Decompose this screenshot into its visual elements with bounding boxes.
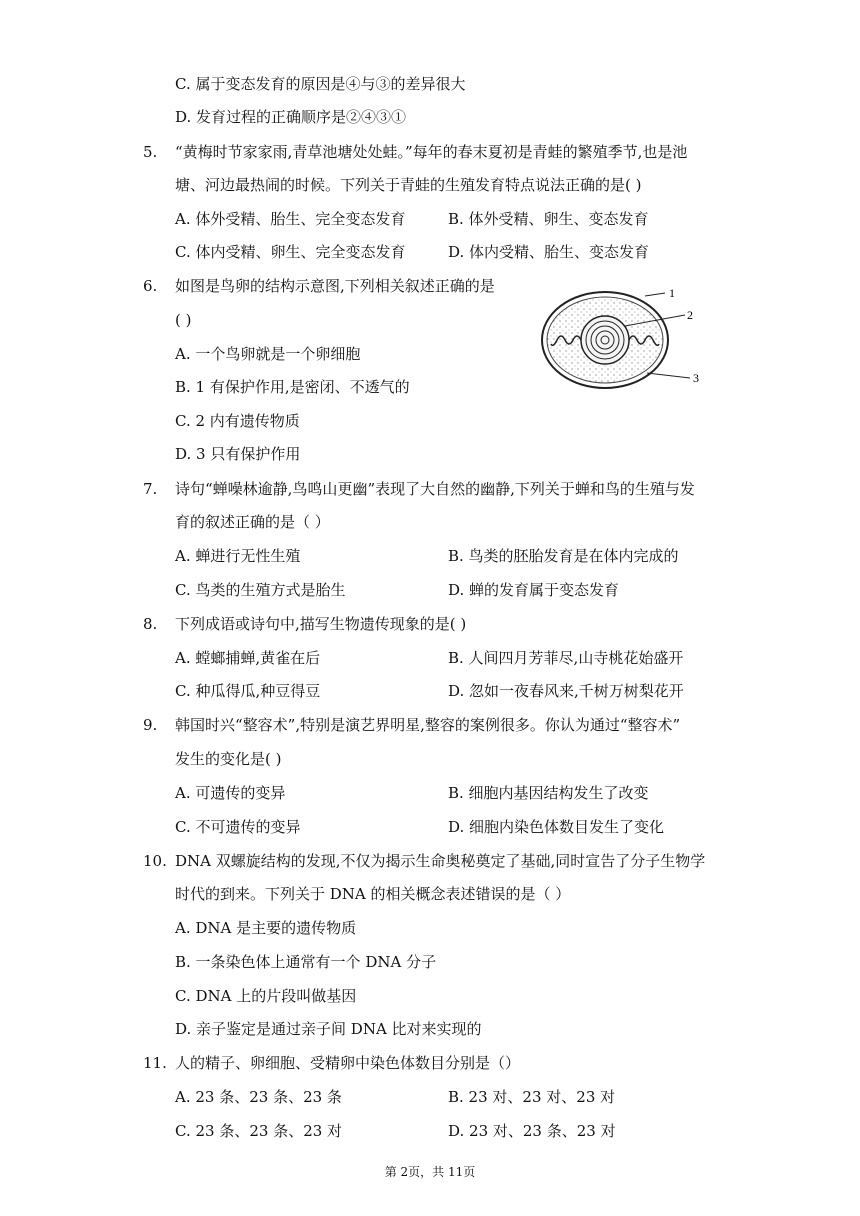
question-number: 8. [143,615,158,633]
option-c: C. DNA 上的片段叫做基因 [175,987,357,1005]
option-b: B. 人间四月芳菲尽,山寺桃花始盛开 [448,649,684,667]
option-c: C. 体内受精、卵生、完全变态发育 [175,243,406,261]
question-number: 7. [143,480,158,498]
q4-option-d: D. 发育过程的正确顺序是②④③① [175,108,407,126]
option-c: C. 23 条、23 条、23 对 [175,1122,343,1140]
option-b: B. 细胞内基因结构发生了改变 [448,784,649,802]
yolk [581,316,629,364]
option-b: B. 1 有保护作用,是密闭、不透气的 [175,378,410,396]
option-d: D. 忽如一夜春风来,千树万树梨花开 [448,682,684,700]
question-stem: 发生的变化是( ) [175,750,282,768]
page-footer: 第 2页，共 11页 [384,1165,476,1179]
label-3: 3 [693,371,699,385]
option-b: B. 23 对、23 对、23 对 [448,1088,616,1106]
option-c: C. 种瓜得瓜,种豆得豆 [175,682,321,700]
option-d: D. 细胞内染色体数目发生了变化 [448,818,665,836]
question-number: 6. [143,277,158,295]
option-d: D. 亲子鉴定是通过亲子间 DNA 比对来实现的 [175,1020,482,1038]
q4-option-c: C. 属于变态发育的原因是④与③的差异很大 [175,75,466,93]
question-stem: 人的精子、卵细胞、受精卵中染色体数目分别是（） [175,1054,521,1072]
option-a: A. 体外受精、胎生、完全变态发育 [175,210,406,228]
option-a: A. 23 条、23 条、23 条 [175,1088,342,1106]
question-stem: 时代的到来。下列关于 DNA 的相关概念表述错误的是（ ） [175,885,571,903]
question-number: 9. [143,716,158,734]
option-d: D. 3 只有保护作用 [175,445,301,463]
question-stem: ( ) [175,311,192,329]
question-stem: 育的叙述正确的是（ ） [175,513,330,531]
option-d: D. 23 对、23 条、23 对 [448,1122,616,1140]
question-stem: 下列成语或诗句中,描写生物遗传现象的是( ) [175,615,467,633]
question-stem: DNA 双螺旋结构的发现,不仅为揭示生命奥秘奠定了基础,同时宣告了分子生物学 [175,852,706,870]
option-a: A. 蝉进行无性生殖 [175,547,301,565]
bird-egg-diagram [535,278,715,396]
leader-line [645,293,665,296]
question-stem: 塘、河边最热闹的时候。下列关于青蛙的生殖发育特点说法正确的是( ) [175,176,642,194]
option-c: C. 2 内有遗传物质 [175,412,300,430]
option-c: C. 不可遗传的变异 [175,818,301,836]
option-b: B. 鸟类的胚胎发育是在体内完成的 [448,547,679,565]
option-a: A. 可遗传的变异 [175,784,286,802]
option-d: D. 体内受精、胎生、变态发育 [448,243,650,261]
question-number: 11. [143,1054,167,1072]
label-1: 1 [669,286,675,300]
option-a: A. 一个鸟卵就是一个卵细胞 [175,345,361,363]
question-stem: 韩国时兴“整容术”,特别是演艺界明星,整容的案例很多。你认为通过“整容术” [175,716,681,734]
option-d: D. 蝉的发育属于变态发育 [448,581,620,599]
option-a: A. DNA 是主要的遗传物质 [175,919,357,937]
option-a: A. 螳螂捕蝉,黄雀在后 [175,649,321,667]
option-b: B. 一条染色体上通常有一个 DNA 分子 [175,953,437,971]
option-b: B. 体外受精、卵生、变态发育 [448,210,649,228]
question-number: 10. [143,852,167,870]
label-2: 2 [687,308,693,322]
question-stem: “黄梅时节家家雨,青草池塘处处蛙。”每年的春末夏初是青蛙的繁殖季节,也是池 [175,143,688,161]
option-c: C. 鸟类的生殖方式是胎生 [175,581,346,599]
question-stem: 诗句“蝉噪林逾静,鸟鸣山更幽”表现了大自然的幽静,下列关于蝉和鸟的生殖与发 [175,480,695,498]
leader-line [647,373,690,378]
question-number: 5. [143,143,158,161]
question-stem: 如图是鸟卵的结构示意图,下列相关叙述正确的是 [175,277,495,295]
